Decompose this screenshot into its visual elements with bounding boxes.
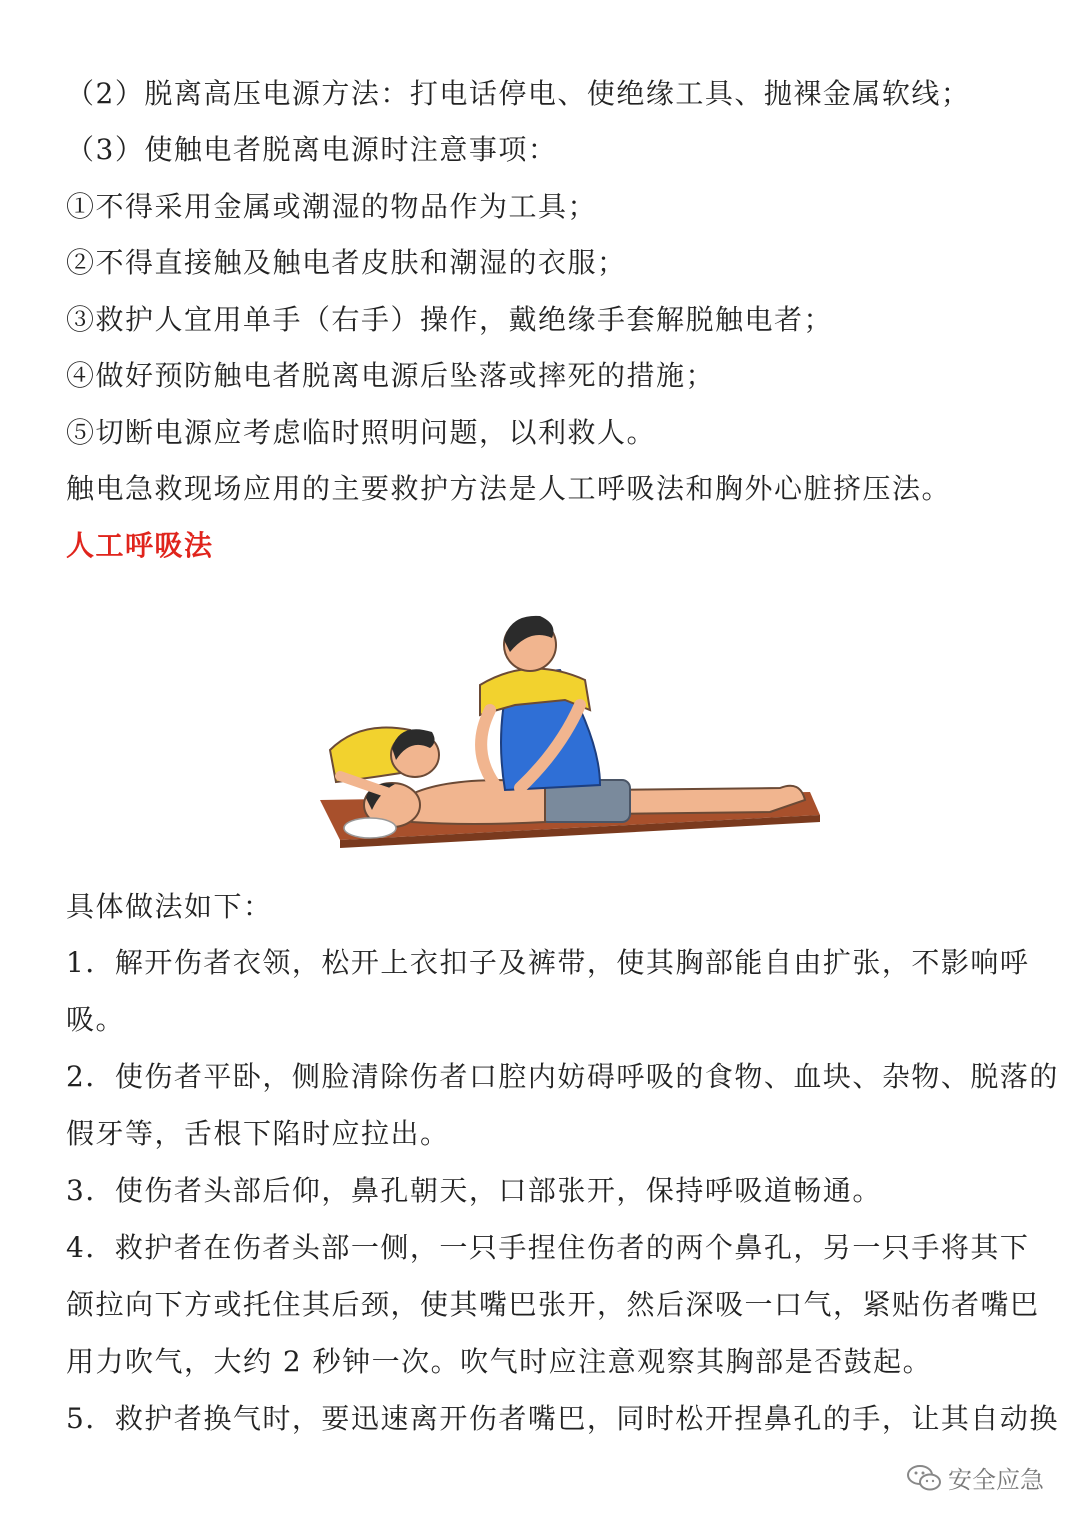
watermark: [906, 1460, 1044, 1495]
text-line: 3．使伤者头部后仰，鼻孔朝天，口部张开，保持呼吸道畅通。: [66, 1174, 882, 1207]
text-line: 具体做法如下：: [66, 890, 273, 923]
text-line: ②不得直接触及触电者皮肤和潮湿的衣服；: [66, 246, 627, 279]
text-line: （3）使触电者脱离电源时注意事项：: [66, 133, 558, 166]
watermark-text: 安全应急: [948, 1466, 1044, 1494]
text-line: 4．救护者在伤者头部一侧，一只手捏住伤者的两个鼻孔，另一只手将其下: [66, 1231, 1030, 1264]
text-line: ④做好预防触电者脱离电源后坠落或摔死的措施；: [66, 359, 716, 392]
text-line: 2．使伤者平卧，侧脸清除伤者口腔内妨碍呼吸的食物、血块、杂物、脱落的: [66, 1060, 1059, 1093]
text-line: 5．救护者换气时，要迅速离开伤者嘴巴，同时松开捏鼻孔的手，让其自动换: [66, 1402, 1059, 1435]
text-line: ⑤切断电源应考虑临时照明问题，以利救人。: [66, 416, 657, 449]
text-line: （2）脱离高压电源方法：打电话停电、使绝缘工具、抛裸金属软线；: [66, 77, 971, 110]
wechat-icon: [906, 1463, 942, 1493]
section-heading: 人工呼吸法: [66, 529, 214, 562]
text-line: 吸。: [66, 1003, 126, 1036]
text-line: 触电急救现场应用的主要救护方法是人工呼吸法和胸外心脏挤压法。: [66, 472, 952, 505]
text-line: 假牙等，舌根下陷时应拉出。: [66, 1117, 450, 1150]
text-line: 用力吹气，大约 2 秒钟一次。吹气时应注意观察其胸部是否鼓起。: [66, 1345, 933, 1378]
cpr-illustration: [300, 600, 870, 860]
text-line: 1．解开伤者衣领，松开上衣扣子及裤带，使其胸部能自由扩张，不影响呼: [66, 946, 1030, 979]
text-line: 颌拉向下方或托住其后颈，使其嘴巴张开，然后深吸一口气，紧贴伤者嘴巴: [66, 1288, 1040, 1321]
text-line: ③救护人宜用单手（右手）操作，戴绝缘手套解脱触电者；: [66, 303, 834, 336]
text-line: ①不得采用金属或潮湿的物品作为工具；: [66, 190, 598, 223]
